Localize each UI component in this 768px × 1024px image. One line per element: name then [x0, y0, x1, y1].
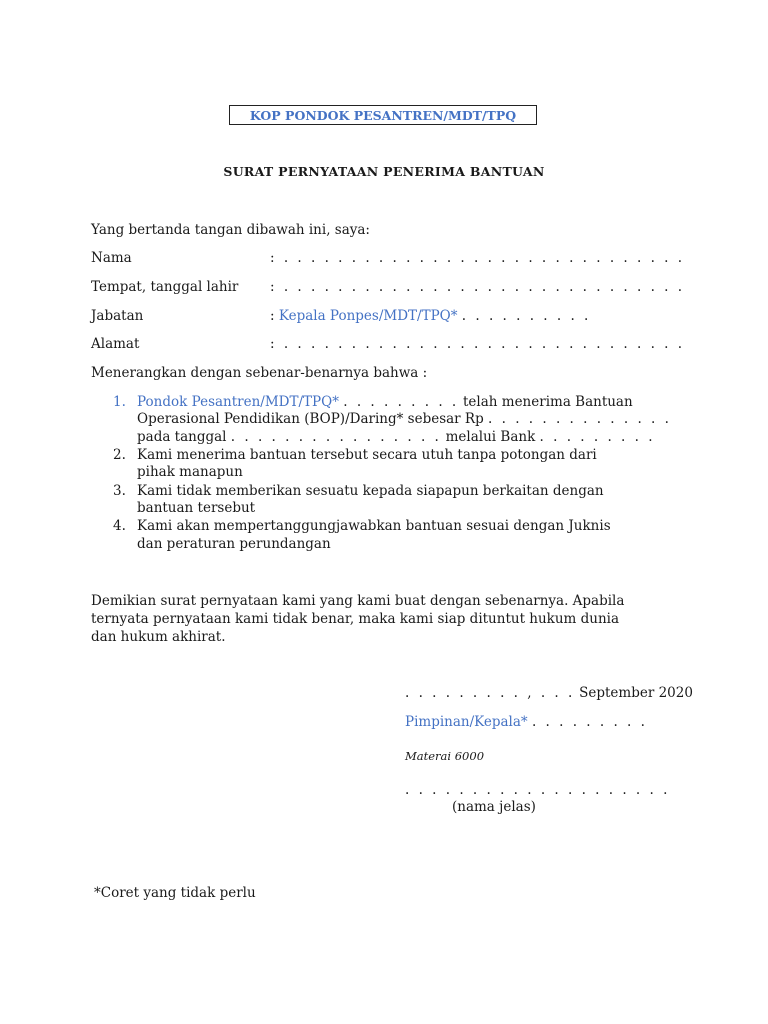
closing-line-2: ternyata pernyataan kami tidak benar, maka kami siap dituntut hukum dunia	[91, 611, 620, 627]
list-item-4-number: 4.	[113, 518, 126, 534]
footnote: *Coret yang tidak perlu	[94, 885, 256, 901]
list-item-2-line-1: Kami menerima bantuan tersebut secara utuh tanpa potongan dari	[137, 447, 597, 463]
signature-role	[405, 714, 647, 730]
jabatan-placeholder: Kepala Ponpes/MDT/TPQ*	[278, 308, 458, 324]
list-item-1-bank-dots: . . . . . . . . .	[539, 429, 655, 445]
document-title: SURAT PERNYATAAN PENERIMA BANTUAN	[223, 164, 545, 179]
list-item-1-date-label: pada tanggal	[137, 429, 227, 445]
list-item-1-dots: . . . . . . . . .	[343, 394, 459, 410]
signature-role-placeholder: Pimpinan/Kepala*	[405, 714, 528, 730]
list-item-1-placeholder: Pondok Pesantren/MDT/TPQ*	[137, 394, 339, 410]
field-label-alamat: Alamat	[91, 336, 140, 352]
closing-line-3: dan hukum akhirat.	[91, 629, 226, 645]
field-value-jabatan	[270, 308, 591, 324]
signature-role-dots: . . . . . . . . .	[531, 714, 648, 730]
letterhead-box: KOP PONDOK PESANTREN/MDT/TPQ	[229, 105, 537, 125]
signature-date	[405, 685, 693, 701]
list-item-4-line-2: dan peraturan perundangan	[137, 536, 331, 552]
closing-line-1: Demikian surat pernyataan kami yang kami buat dengan sebenarnya. Apabila	[91, 593, 625, 609]
list-item-1-bank-label: melalui Bank	[445, 429, 536, 445]
field-label-nama: Nama	[91, 250, 132, 266]
jabatan-dots: . . . . . . . . . .	[461, 308, 591, 324]
field-value-alamat: : . . . . . . . . . . . . . . . . . . . . . . . . . . . . . .	[270, 336, 685, 352]
list-item-3-line-1: Kami tidak memberikan sesuatu kepada siapapun berkaitan dengan	[137, 483, 604, 499]
list-item-1-line-1	[137, 394, 633, 410]
signature-date-dots: . . . . . . . . . , . . .	[405, 685, 575, 701]
statement-intro: Menerangkan dengan sebenar-benarnya bahwa :	[91, 365, 428, 381]
signature-date-month: September 2020	[579, 685, 693, 701]
list-item-3-number: 3.	[113, 483, 126, 499]
list-item-1-text-2: Operasional Pendidikan (BOP)/Daring* sebesar Rp	[137, 411, 484, 427]
list-item-2-number: 2.	[113, 447, 126, 463]
list-item-2-line-2: pihak manapun	[137, 464, 243, 480]
list-item-1-line-2	[137, 411, 671, 427]
signature-line-dots: . . . . . . . . . . . . . . . . . . . .	[405, 782, 670, 798]
field-label-jabatan: Jabatan	[91, 308, 144, 324]
list-item-4-line-1: Kami akan mempertanggungjawabkan bantuan sesuai dengan Juknis	[137, 518, 611, 534]
jabatan-colon: :	[270, 308, 275, 324]
stamp-duty-label: Materai 6000	[405, 749, 485, 763]
list-item-1-number: 1.	[113, 394, 126, 410]
list-item-1-date-dots: . . . . . . . . . . . . . . . .	[230, 429, 442, 445]
list-item-1-text: telah menerima Bantuan	[463, 394, 633, 410]
field-value-ttl: : . . . . . . . . . . . . . . . . . . . . . . . . . . . . . .	[270, 279, 685, 295]
list-item-1-line-3	[137, 429, 655, 445]
field-label-ttl: Tempat, tanggal lahir	[91, 279, 239, 295]
intro-text: Yang bertanda tangan dibawah ini, saya:	[91, 222, 370, 238]
list-item-3-line-2: bantuan tersebut	[137, 500, 256, 516]
signature-name-hint: (nama jelas)	[452, 799, 536, 815]
list-item-1-amount-dots: . . . . . . . . . . . . . .	[488, 411, 672, 427]
field-value-nama: : . . . . . . . . . . . . . . . . . . . . . . . . . . . . . .	[270, 250, 685, 266]
